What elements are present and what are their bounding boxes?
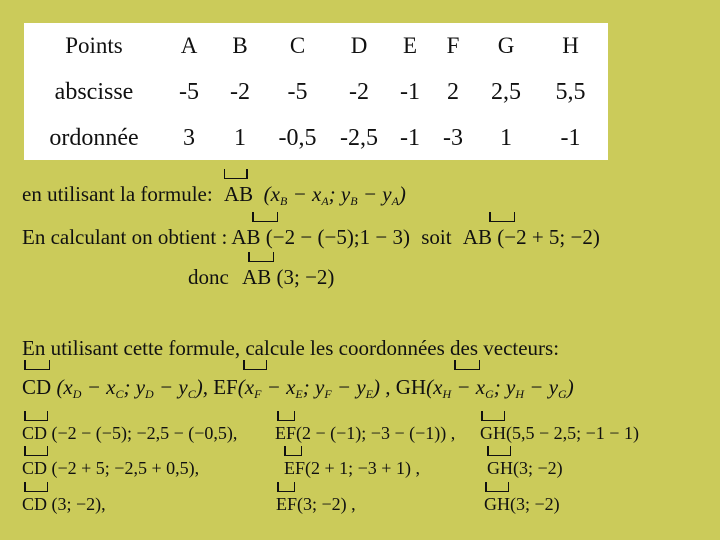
ef-final: EF(3; −2) , [276, 494, 356, 514]
vector-ab-calculation: AB (−2 − (−5);1 − 3) [231, 225, 410, 249]
calculation-text: En calculant on obtient : [22, 225, 228, 249]
header-cell-e: E [402, 32, 418, 58]
vector-arrow-icon [485, 482, 509, 492]
abscisse-d: -2 [349, 78, 369, 105]
ordonnee-h: -1 [560, 124, 581, 151]
vector-arrow-icon [224, 169, 248, 179]
vector-arrow-icon [24, 482, 48, 492]
calculation-line [22, 225, 600, 250]
ordonnee-c: -0,5 [278, 124, 317, 151]
ordonnee-f: -3 [443, 124, 463, 151]
ordonnee-b: 1 [234, 124, 246, 151]
vector-ab-result: AB (3; −2) [242, 265, 335, 289]
header-cell-c: C [289, 32, 306, 58]
vector-cd-label: CD [22, 375, 52, 399]
ordonnee-e: -1 [400, 124, 420, 151]
gh-final: GH(3; −2) [484, 494, 560, 514]
abscisse-b: -2 [230, 78, 250, 105]
header-cell-points: Points [65, 32, 123, 58]
vector-arrow-icon [252, 212, 278, 222]
header-cell-d: D [350, 32, 368, 58]
vector-arrow-icon [454, 360, 480, 370]
vector-arrow-icon [24, 446, 48, 456]
vector-arrow-icon [243, 360, 267, 370]
header-cell-a: A [180, 32, 198, 58]
formula-intro-text: en utilisant la formule: [22, 182, 213, 206]
gh-step1: GH(5,5 − 2,5; −1 − 1) [480, 423, 639, 443]
vector-arrow-icon [24, 411, 48, 421]
header-cell-g: G [497, 32, 515, 58]
vector-ef-label: EF [213, 375, 238, 399]
vector-arrow-icon [24, 360, 50, 370]
abscisse-g: 2,5 [491, 78, 521, 105]
vector-arrow-icon [489, 212, 515, 222]
header-cell-b: B [232, 32, 248, 58]
header-cell-h: H [562, 32, 579, 58]
vector-gh-label: GH [395, 375, 427, 399]
abscisse-a: -5 [179, 78, 199, 105]
abscisse-f: 2 [447, 78, 459, 105]
ordonnee-a: 3 [183, 124, 195, 151]
abscisse-h: 5,5 [555, 78, 586, 105]
result-line [188, 265, 334, 290]
cd-step1: CD (−2 − (−5); −2,5 − (−0,5), [22, 423, 238, 443]
abscisse-e: -1 [400, 78, 420, 105]
row-label-abscisse: abscisse [54, 78, 134, 105]
abscisse-c: -5 [287, 78, 308, 105]
vector-ab-formula: AB [224, 182, 253, 206]
coordinates-table [24, 23, 608, 160]
cd-step2: CD (−2 + 5; −2,5 + 0,5), [22, 458, 200, 478]
ef-step1: EF(2 − (−1); −3 − (−1)) , [275, 423, 456, 443]
gh-step2: GH(3; −2) [487, 458, 563, 478]
vector-arrow-icon [277, 411, 295, 421]
header-cell-f: F [446, 32, 460, 58]
vector-arrow-icon [277, 482, 295, 492]
instruction-line: En utilisant cette formule, calcule les coordonnées des vecteurs: [22, 336, 560, 360]
ordonnee-d: -2,5 [340, 124, 378, 151]
vector-arrow-icon [284, 446, 302, 456]
vector-arrow-icon [248, 252, 274, 262]
vector-formulas-line: CD ($x_D - x_C$; $y_D - y_C$), $EF(x_F - x_E$; $y_F - y_E$) , $GH(x_H - x_G$; $y_H - y_G$) [22, 375, 574, 401]
vector-ab-simplified: AB (−2 + 5; −2) [462, 225, 600, 249]
row-label-ordonnee: ordonnée [49, 124, 139, 151]
formula-intro-line: en utilisant la formule: AB ($x_B - x_A$; $y_B - y_A$) [22, 182, 406, 209]
vector-arrow-icon [481, 411, 505, 421]
cd-final: CD (3; −2), [22, 494, 106, 514]
vector-arrow-icon [487, 446, 511, 456]
ordonnee-g: 1 [500, 124, 512, 151]
soit-text: soit [421, 225, 452, 249]
donc-text: donc [188, 265, 229, 289]
ef-step2: EF(2 + 1; −3 + 1) , [284, 458, 420, 478]
